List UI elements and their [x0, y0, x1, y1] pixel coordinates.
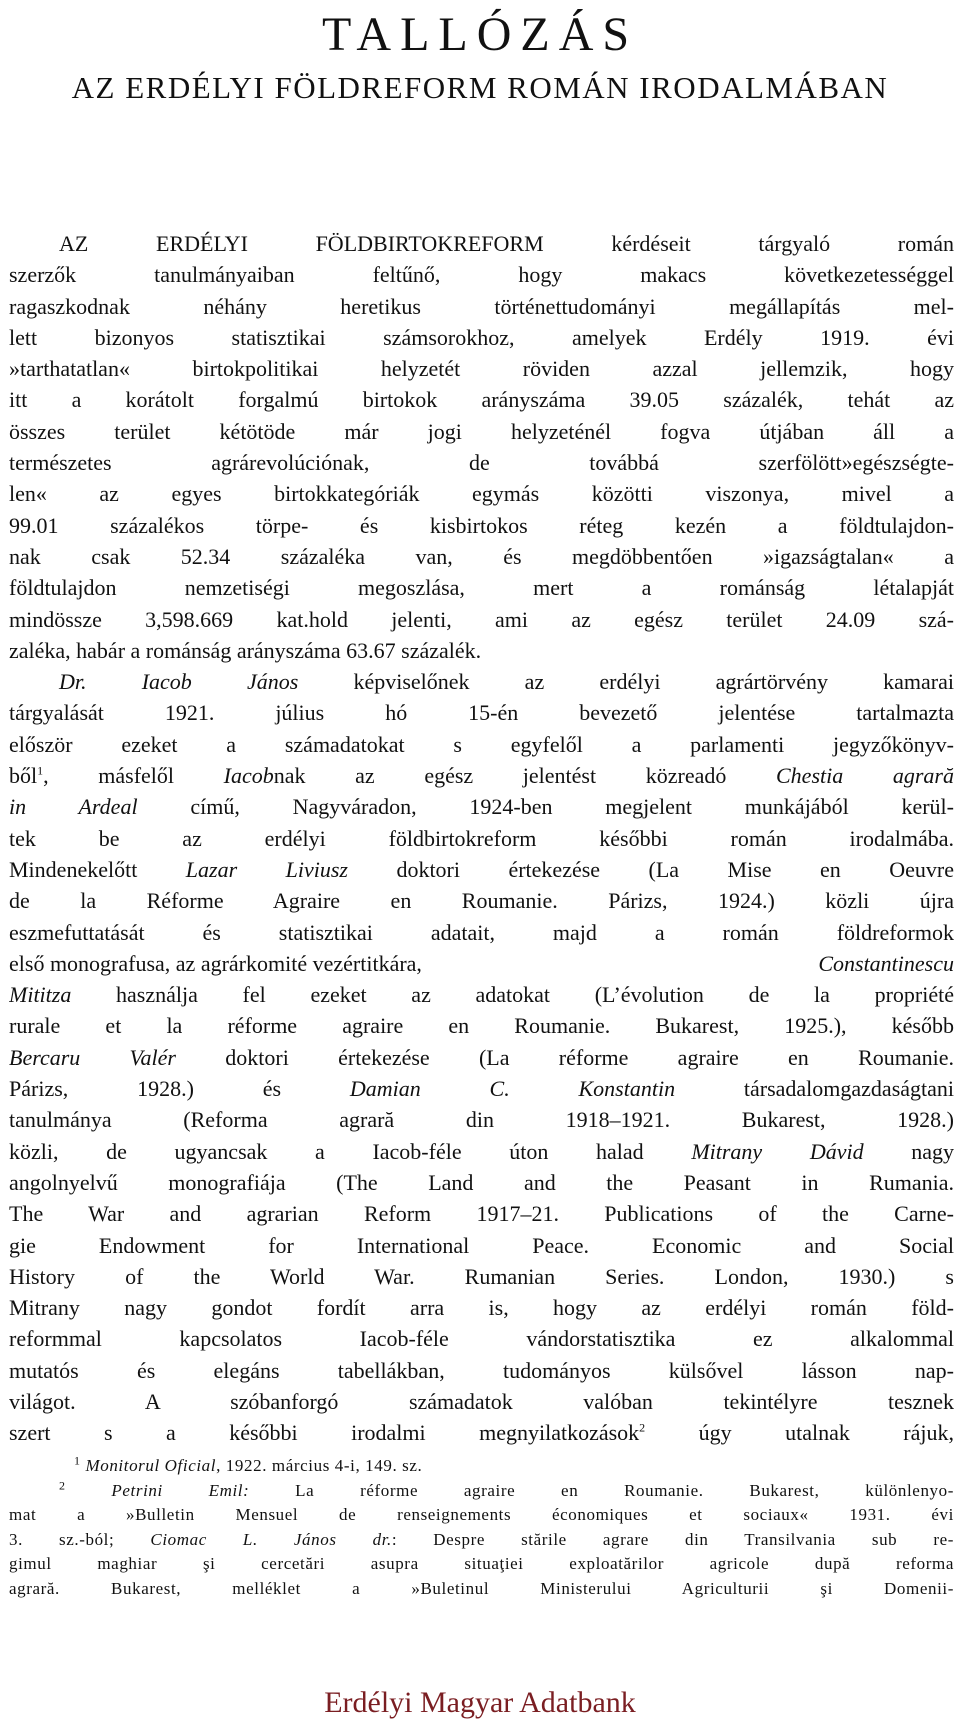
body-line: földtulajdon nemzetiségi megoszlása, mert a románság létalapját	[9, 575, 954, 601]
body-line: zaléka, habár a románság arányszáma 63.67 százalék.	[9, 637, 482, 663]
body-line: világot. A szóbanforgó számadatok valóban tekintélyre tesznek	[9, 1388, 954, 1414]
body-line: Mindenekelőtt Lazar Liviusz doktori értekezése (La Mise en Oeuvre	[9, 856, 954, 882]
body-line: len« az egyes birtokkategóriák egymás közötti viszonya, mivel a	[9, 481, 954, 507]
body-line: angolnyelvű monografiája (The Land and the Peasant in Rumania.	[9, 1169, 954, 1195]
body-line: eszmefuttatását és statisztikai adatait, majd a román földreformok	[9, 919, 954, 945]
body-line: reformmal kapcsolatos Iacob-féle vándorstatisztika ez alkalommal	[9, 1326, 954, 1352]
body-line: »tarthatatlan« birtokpolitikai helyzetét röviden azzal jellemzik, hogy	[9, 356, 954, 382]
footnotes	[9, 1454, 954, 1601]
body-line: először ezeket a számadatokat s egyfelől a parlamenti jegyzőkönyv-	[9, 731, 954, 757]
body-line	[9, 228, 954, 259]
page-subtitle: AZ ERDÉLYI FÖLDREFORM ROMÁN IRODALMÁBAN	[71, 70, 889, 105]
author-name: Dr.	[59, 669, 87, 695]
body-line: ből$^1$, másfelől Iacobnak az egész jelentést közreadó Chestia agrară	[9, 763, 954, 789]
body-line: tanulmánya (Reforma agrară din 1918–1921. Bukarest, 1928.)	[9, 1107, 954, 1133]
body-line: itt a korátolt forgalmú birtokok arányszáma 39.05 százalék, tehát az	[9, 387, 954, 413]
body-line: Párizs, 1928.) és Damian C. Konstantin társadalomgazdaságtani	[9, 1076, 954, 1102]
body-text	[9, 228, 954, 1449]
body-line: Bercaru Valér doktori értekezése (La réforme agraire en Roumanie.	[9, 1044, 954, 1070]
body-line: de la Réforme Agraire en Roumanie. Párizs, 1924.) közli újra	[9, 888, 954, 914]
body-line: első monografusa, az agrárkomité vezértitkára, Constantinescu	[9, 950, 954, 976]
footer-watermark: Erdélyi Magyar Adatbank	[324, 1686, 636, 1719]
body-line: tárgyalását 1921. július hó 15-én bevezető jelentése tartalmazta	[9, 700, 954, 726]
body-line: szerzők tanulmányaiban feltűnő, hogy makacs következetességgel	[9, 262, 954, 288]
body-line: mutatós és elegáns tabellákban, tudományos külsővel lásson nap-	[9, 1357, 954, 1383]
body-line: mindössze 3,598.669 kat.hold jelenti, ami az egész terület 24.09 szá-	[9, 606, 954, 632]
body-line: összes terület kétötöde már jogi helyzeténél fogva útjában áll a	[9, 418, 954, 444]
body-line: rurale et la réforme agraire en Roumanie. Bukarest, 1925.), később	[9, 1013, 954, 1039]
footnote-line: mat a »Bulletin Mensuel de renseignements économiques et sociaux« 1931. évi	[9, 1505, 954, 1524]
body-line: History of the World War. Rumanian Series. London, 1930.) s	[9, 1263, 954, 1289]
body-line: lett bizonyos statisztikai számsorokhoz, amelyek Erdély 1919. évi	[9, 324, 954, 350]
body-line: Mitrany nagy gondot fordít arra is, hogy az erdélyi román föld-	[9, 1295, 954, 1321]
footnote-line: agrară. Bukarest, melléklet a »Buletinul Ministerului Agriculturii şi Domenii-	[9, 1578, 954, 1598]
body-line: szert s a későbbi irodalmi megnyilatkozások$^2$ úgy utalnak rájuk,	[9, 1420, 954, 1446]
body-line: in Ardeal című, Nagyváradon, 1924-ben megjelent munkájából kerül-	[9, 794, 954, 820]
footnote-line: 3. sz.-ból; Ciomac L. János dr.: Despre stările agrare din Transilvania sub re-	[9, 1529, 954, 1549]
body-line: gie Endowment for International Peace. Economic and Social	[9, 1232, 954, 1258]
page-title: TALLÓZÁS	[321, 8, 639, 61]
body-line: Dr. Iacob János képviselőnek az erdélyi agrártörvény kamarai	[59, 669, 954, 695]
body-line: 99.01 százalékos törpe- és kisbirtokos réteg kezén a földtulajdon-	[9, 512, 954, 538]
body-line: ragaszkodnak néhány heretikus történettudományi megállapítás mel-	[9, 293, 954, 319]
footnote-line: gimul maghiar şi cercetări asupra situaţiei exploatărilor agricole după reforma	[9, 1554, 954, 1573]
author-name: Iacob János	[141, 669, 299, 695]
footnote-1: $^1$ Monitorul Oficial, 1922. március 4-i, 149. sz.	[74, 1454, 423, 1475]
body-line: The War and agrarian Reform 1917–21. Publications of the Carne-	[9, 1201, 954, 1227]
body-line: Mititza használja fel ezeket az adatokat (L’évolution de la propriété	[9, 982, 954, 1008]
footnote-ref[interactable]: 1	[37, 763, 44, 778]
body-line: természetes agrárevolúciónak, de továbbá szerfölött»egészségte-	[9, 450, 954, 476]
body-line: tek be az erdélyi földbirtokreform későbbi román irodalmába.	[9, 825, 954, 851]
footnote-2: $^2$ Petrini Emil: La réforme agraire en Roumanie. Bukarest, különlenyo-	[59, 1478, 954, 1500]
body-line: közli, de ugyancsak a Iacob-féle úton halad Mitrany Dávid nagy	[9, 1138, 954, 1164]
body-line-text: AZ ERDÉLYI FÖLDBIRTOKREFORM kérdéseit tárgyaló román	[59, 231, 954, 256]
body-line: nak csak 52.34 százaléka van, és megdöbbentően »igazságtalan« a	[9, 543, 954, 569]
footnote-ref[interactable]: 2	[639, 1420, 646, 1435]
